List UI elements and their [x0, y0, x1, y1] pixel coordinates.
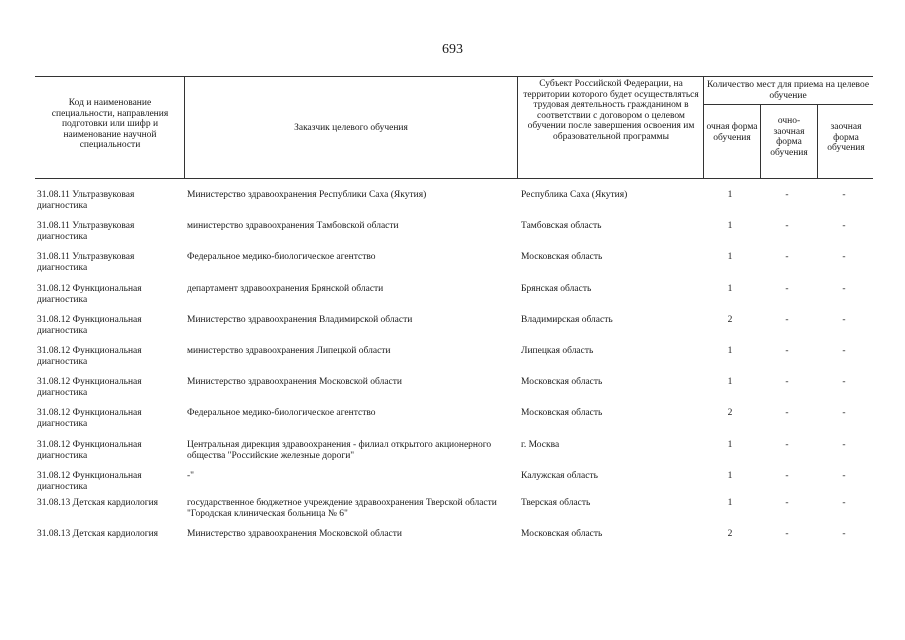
part-time-cell: - [785, 252, 789, 262]
full-time-cell: 1 [727, 252, 733, 262]
customer-cell: Министерство здравоохранения Владимирской области [187, 315, 413, 325]
full-time-cell: 1 [727, 440, 733, 450]
part-time-cell: - [785, 440, 789, 450]
code-cell: 31.08.12 Функциональная диагностика [37, 346, 142, 367]
subject-cell: Тамбовская область [521, 221, 602, 231]
extramural-cell: - [842, 408, 846, 418]
part-time-cell: - [785, 377, 789, 387]
extramural-cell: - [842, 346, 846, 356]
extramural-cell: - [842, 284, 846, 294]
extramural-cell: - [842, 377, 846, 387]
full-time-cell: 2 [727, 529, 733, 539]
header-divider [703, 76, 704, 178]
part-time-cell: - [785, 346, 789, 356]
table-row [0, 221, 905, 252]
header-subject: Субъект Российской Федерации, на территории которого будет осуществляться трудовая деятельность гражданином в соответствии с договором о целевом обучении после завершения освоения им образовательной программы [523, 79, 699, 142]
part-time-cell: - [785, 315, 789, 325]
part-time-cell: - [785, 408, 789, 418]
customer-cell: министерство здравоохранения Тамбовской области [187, 221, 399, 231]
full-time-cell: 1 [727, 346, 733, 356]
code-cell: 31.08.12 Функциональная диагностика [37, 284, 142, 305]
part-time-cell: - [785, 190, 789, 200]
header-bottom-rule [35, 178, 873, 179]
customer-cell: Федеральное медико-биологическое агентство [187, 252, 376, 262]
table-row [0, 284, 905, 315]
code-cell: 31.08.12 Функциональная диагностика [37, 471, 142, 492]
code-cell: 31.08.11 Ультразвуковая диагностика [37, 252, 135, 273]
extramural-cell: - [842, 315, 846, 325]
header-full-time: очная форма обучения [706, 122, 758, 143]
subject-cell: Калужская область [521, 471, 598, 481]
table-row [0, 408, 905, 439]
full-time-cell: 1 [727, 498, 733, 508]
full-time-cell: 1 [727, 377, 733, 387]
extramural-cell: - [842, 471, 846, 481]
places-subheader-rule [703, 104, 873, 105]
customer-cell: -" [187, 471, 195, 481]
code-cell: 31.08.12 Функциональная диагностика [37, 440, 142, 461]
full-time-cell: 1 [727, 221, 733, 231]
full-time-cell: 2 [727, 408, 733, 418]
header-extramural: заочная форма обучения [827, 122, 865, 153]
part-time-cell: - [785, 471, 789, 481]
customer-cell: департамент здравоохранения Брянской области [187, 284, 384, 294]
code-cell: 31.08.12 Функциональная диагностика [37, 377, 142, 398]
extramural-cell: - [842, 252, 846, 262]
code-cell: 31.08.11 Ультразвуковая диагностика [37, 190, 135, 211]
subject-cell: Липецкая область [521, 346, 594, 356]
customer-cell: Центральная дирекция здравоохранения - филиал открытого акционерного общества "Российские железные дороги" [187, 440, 492, 461]
header-divider [817, 104, 818, 178]
customer-cell: государственное бюджетное учреждение здравоохранения Тверской области "Городская клиническая больница № 6" [187, 498, 497, 519]
header-part-time: очно-заочная форма обучения [770, 116, 808, 158]
extramural-cell: - [842, 529, 846, 539]
part-time-cell: - [785, 529, 789, 539]
customer-cell: Федеральное медико-биологическое агентство [187, 408, 376, 418]
table-row [0, 190, 905, 221]
table-row [0, 498, 905, 529]
part-time-cell: - [785, 221, 789, 231]
header-divider [760, 104, 761, 178]
table-row [0, 440, 905, 471]
subject-cell: Московская область [521, 408, 603, 418]
extramural-cell: - [842, 440, 846, 450]
full-time-cell: 1 [727, 471, 733, 481]
full-time-cell: 2 [727, 315, 733, 325]
subject-cell: Тверская область [521, 498, 591, 508]
code-cell: 31.08.13 Детская кардиология [37, 498, 159, 508]
page-number: 693 [442, 42, 463, 57]
part-time-cell: - [785, 284, 789, 294]
header-code: Код и наименование специальности, направления подготовки или шифр и наименование научной специальности [51, 98, 169, 150]
table-row [0, 315, 905, 346]
code-cell: 31.08.12 Функциональная диагностика [37, 315, 142, 336]
extramural-cell: - [842, 190, 846, 200]
table-row [0, 529, 905, 560]
customer-cell: Министерство здравоохранения Московской области [187, 377, 402, 387]
code-cell: 31.08.12 Функциональная диагностика [37, 408, 142, 429]
customer-cell: Министерство здравоохранения Республики Саха (Якутия) [187, 190, 427, 200]
subject-cell: Московская область [521, 377, 603, 387]
header-top-rule [35, 76, 873, 77]
subject-cell: Брянская область [521, 284, 592, 294]
code-cell: 31.08.13 Детская кардиология [37, 529, 159, 539]
header-customer: Заказчик целевого обучения [294, 123, 408, 133]
subject-cell: Московская область [521, 529, 603, 539]
table-row [0, 346, 905, 377]
header-divider [184, 76, 185, 178]
table-row [0, 252, 905, 283]
customer-cell: Министерство здравоохранения Московской области [187, 529, 402, 539]
subject-cell: Республика Саха (Якутия) [521, 190, 628, 200]
header-places: Количество мест для приема на целевое обучение [706, 80, 870, 101]
table-row [0, 377, 905, 408]
full-time-cell: 1 [727, 284, 733, 294]
subject-cell: Московская область [521, 252, 603, 262]
header-divider [517, 76, 518, 178]
code-cell: 31.08.11 Ультразвуковая диагностика [37, 221, 135, 242]
customer-cell: министерство здравоохранения Липецкой области [187, 346, 391, 356]
part-time-cell: - [785, 498, 789, 508]
subject-cell: г. Москва [521, 440, 560, 450]
full-time-cell: 1 [727, 190, 733, 200]
extramural-cell: - [842, 221, 846, 231]
extramural-cell: - [842, 498, 846, 508]
subject-cell: Владимирская область [521, 315, 613, 325]
